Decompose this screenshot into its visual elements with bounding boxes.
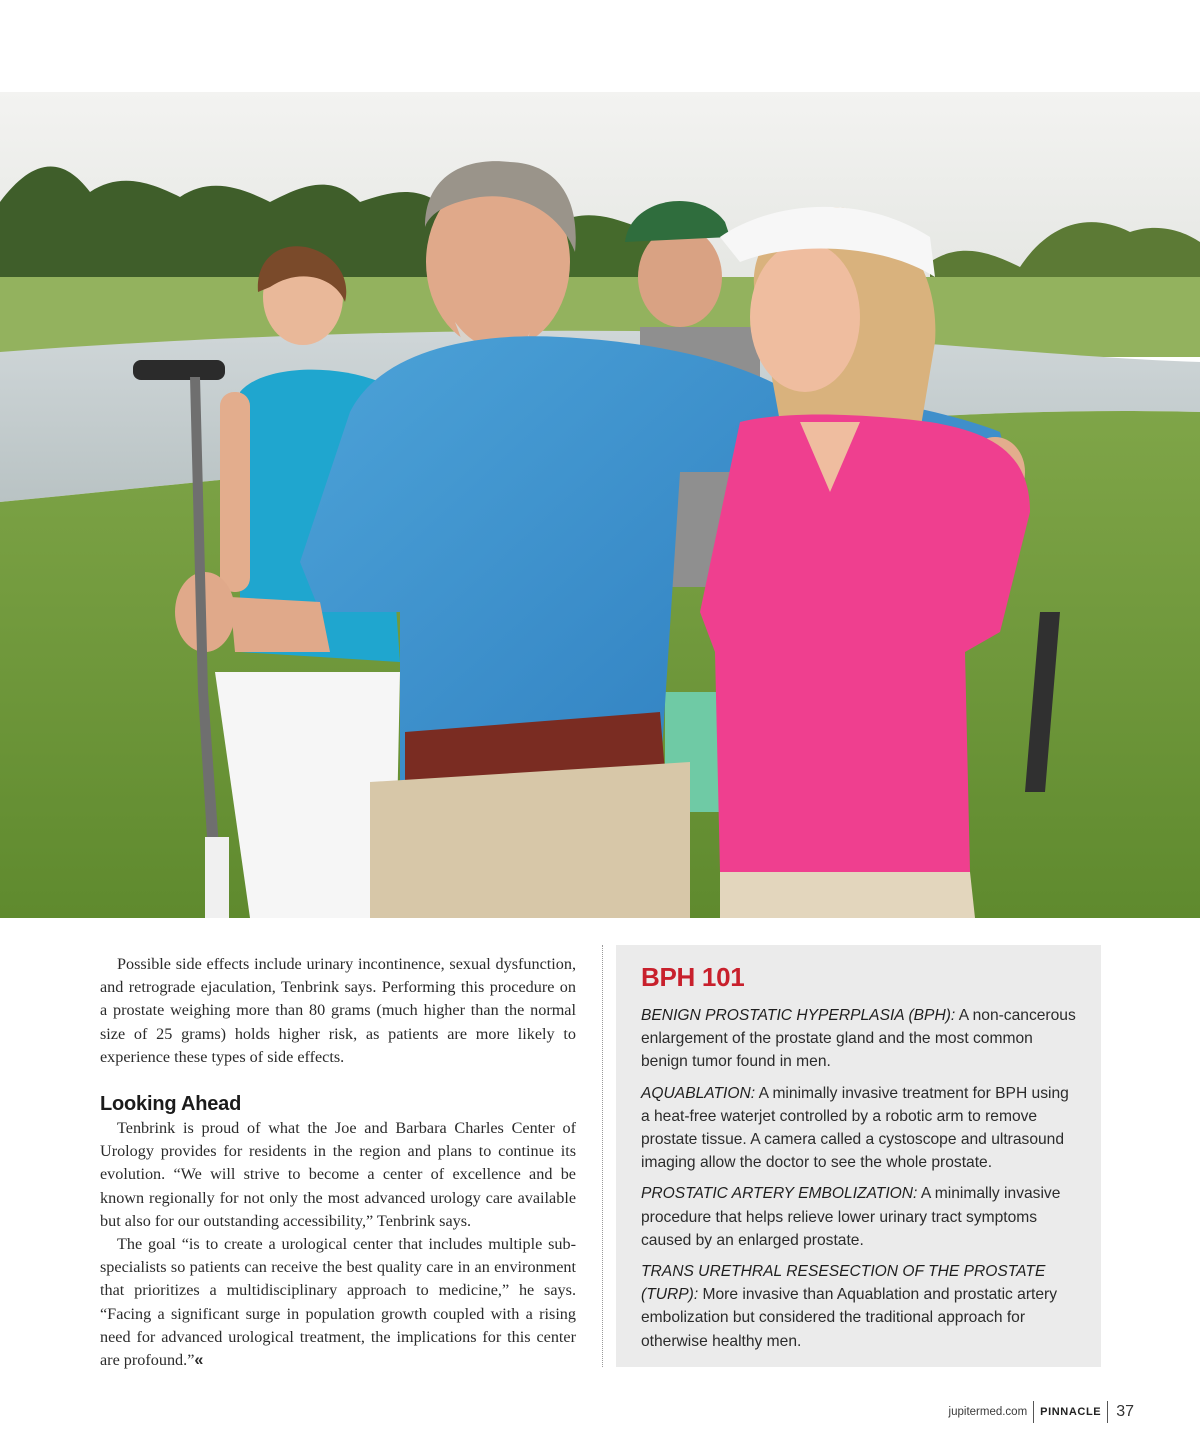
article-paragraph-intro: Possible side effects include urinary incontinence, sexual dysfunction, and retrograde ejaculation, Tenbrink says. Performing this procedure on a prostate weighing more than 80 grams (much higher than the normal size of 25 grams) holds higher risk, as patients are more likely to experience these types of side effects. — [100, 955, 576, 1066]
article-paragraph-3-text: The goal “is to create a urological center that includes multiple sub-specialists so patients can receive the best quality care in an environment that prioritizes a multidisciplinary approach to medicine,” he says. “Facing a significant surge in population growth coupled with a rising need for advanced urological treatment, the implications for this center are profound.” — [100, 1235, 576, 1370]
glossary-term: BENIGN PROSTATIC HYPERPLASIA (BPH): — [641, 1007, 956, 1024]
glossary-entry-bph — [641, 1004, 1077, 1074]
glossary-term: TRANS URETHRAL RESESECTION OF THE PROSTATE (TURP): — [641, 1263, 1046, 1304]
bph-sidebar — [616, 945, 1101, 1367]
glossary-term: PROSTATIC ARTERY EMBOLIZATION: — [641, 1185, 918, 1203]
article-paragraph-3 — [100, 1233, 576, 1372]
footer-separator — [1033, 1401, 1034, 1423]
end-mark: « — [194, 1351, 204, 1370]
glossary-definition: A non-cancerous enlargement of the prostate gland and the most common benign tumor found in men. — [641, 1007, 1076, 1071]
footer-separator — [1107, 1401, 1108, 1423]
footer-brand: PINNACLE — [1040, 1406, 1102, 1418]
footer-site: jupitermed.com — [948, 1406, 1028, 1418]
page-number: 37 — [1116, 1403, 1134, 1420]
glossary-entry-pae — [641, 1182, 1077, 1252]
hero-photo — [0, 92, 1200, 918]
glossary-definition: A minimally invasive procedure that helps relieve lower urinary tract symptoms caused by an enlarged prostate. — [641, 1185, 1061, 1249]
glossary-entry-turp — [641, 1260, 1077, 1353]
page-footer — [949, 1399, 1134, 1425]
glossary-definition: More invasive than Aquablation and prostatic artery embolization but considered the traditional approach for otherwise healthy men. — [641, 1286, 1058, 1350]
golf-group-illustration — [0, 92, 1200, 918]
section-heading: Looking Ahead — [100, 1093, 242, 1116]
glossary-entry-aquablation — [641, 1082, 1077, 1175]
article-paragraph-2: Tenbrink is proud of what the Joe and Barbara Charles Center of Urology provides for residents in the region and plans to continue its evolution. “We will strive to become a center of excellence and be known regionally for not only the most advanced urology care available but also for our outstanding accessibility,” Tenbrink says. — [100, 1119, 576, 1230]
glossary-term: AQUABLATION: — [641, 1084, 756, 1102]
glossary-definition: A minimally invasive treatment for BPH using a heat-free waterjet controlled by a robotic arm to remove prostate tissue. A camera called a cystoscope and ultrasound imaging allow the doctor to see the whole prostate. — [641, 1084, 1069, 1172]
article-column — [100, 953, 576, 1372]
column-divider — [602, 945, 603, 1367]
sidebar-title: BPH 101 — [641, 962, 745, 992]
